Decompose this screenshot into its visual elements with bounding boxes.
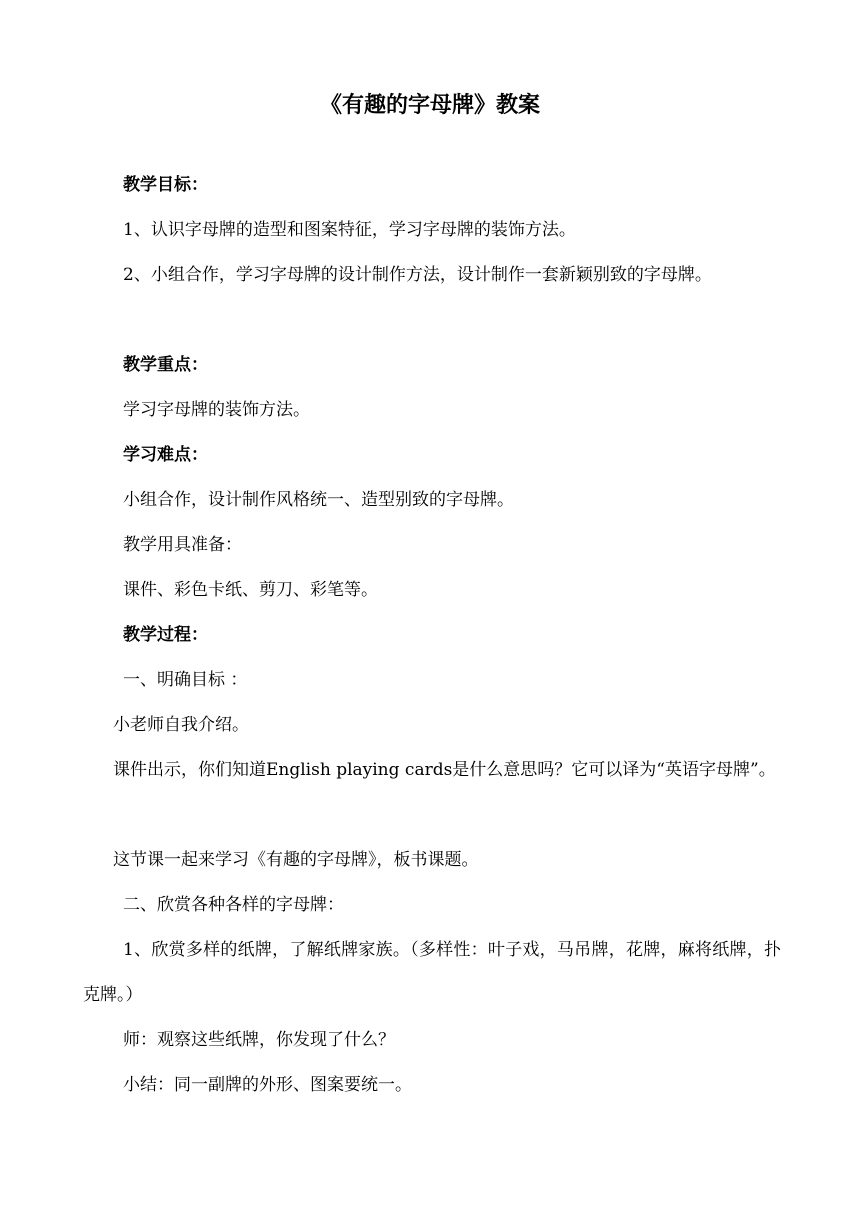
key-heading: 教学重点：	[123, 355, 208, 375]
step1-intro: 小老师自我介绍。	[113, 715, 249, 735]
goals-heading: 教学目标：	[123, 175, 208, 195]
step1-topic: 这节课一起来学习《有趣的字母牌》，板书课题。	[113, 850, 479, 870]
document-title: 《有趣的字母牌》教案	[319, 93, 540, 118]
step2-item-1: 1、欣赏多样的纸牌，了解纸牌家族。（多样性：叶子戏，马吊牌，花牌，麻将纸牌，扑克牌。）	[83, 940, 781, 1005]
tools-text: 课件、彩色卡纸、剪刀、彩笔等。	[123, 580, 378, 600]
goal-1: 1、认识字母牌的造型和图案特征，学习字母牌的装饰方法。	[123, 220, 576, 240]
difficulty-text: 小组合作，设计制作风格统一、造型别致的字母牌。	[123, 490, 514, 510]
step1-courseware: 课件出示，你们知道English playing cards是什么意思吗？它可以译为“英语字母牌”。	[113, 760, 776, 780]
step2-summary: 小结：同一副牌的外形、图案要统一。	[123, 1075, 412, 1095]
key-text: 学习字母牌的装饰方法。	[123, 400, 310, 420]
step2-teacher-question: 师：观察这些纸牌，你发现了什么？	[123, 1030, 395, 1050]
goal-2: 2、小组合作，学习字母牌的设计制作方法，设计制作一套新颖别致的字母牌。	[123, 265, 712, 285]
difficulty-heading: 学习难点：	[123, 445, 208, 465]
tools-heading: 教学用具准备：	[123, 535, 242, 555]
step1-heading: 一、明确目标 ：	[123, 670, 248, 690]
process-heading: 教学过程：	[123, 625, 208, 645]
step2-heading: 二、欣赏各种各样的字母牌：	[123, 895, 344, 915]
